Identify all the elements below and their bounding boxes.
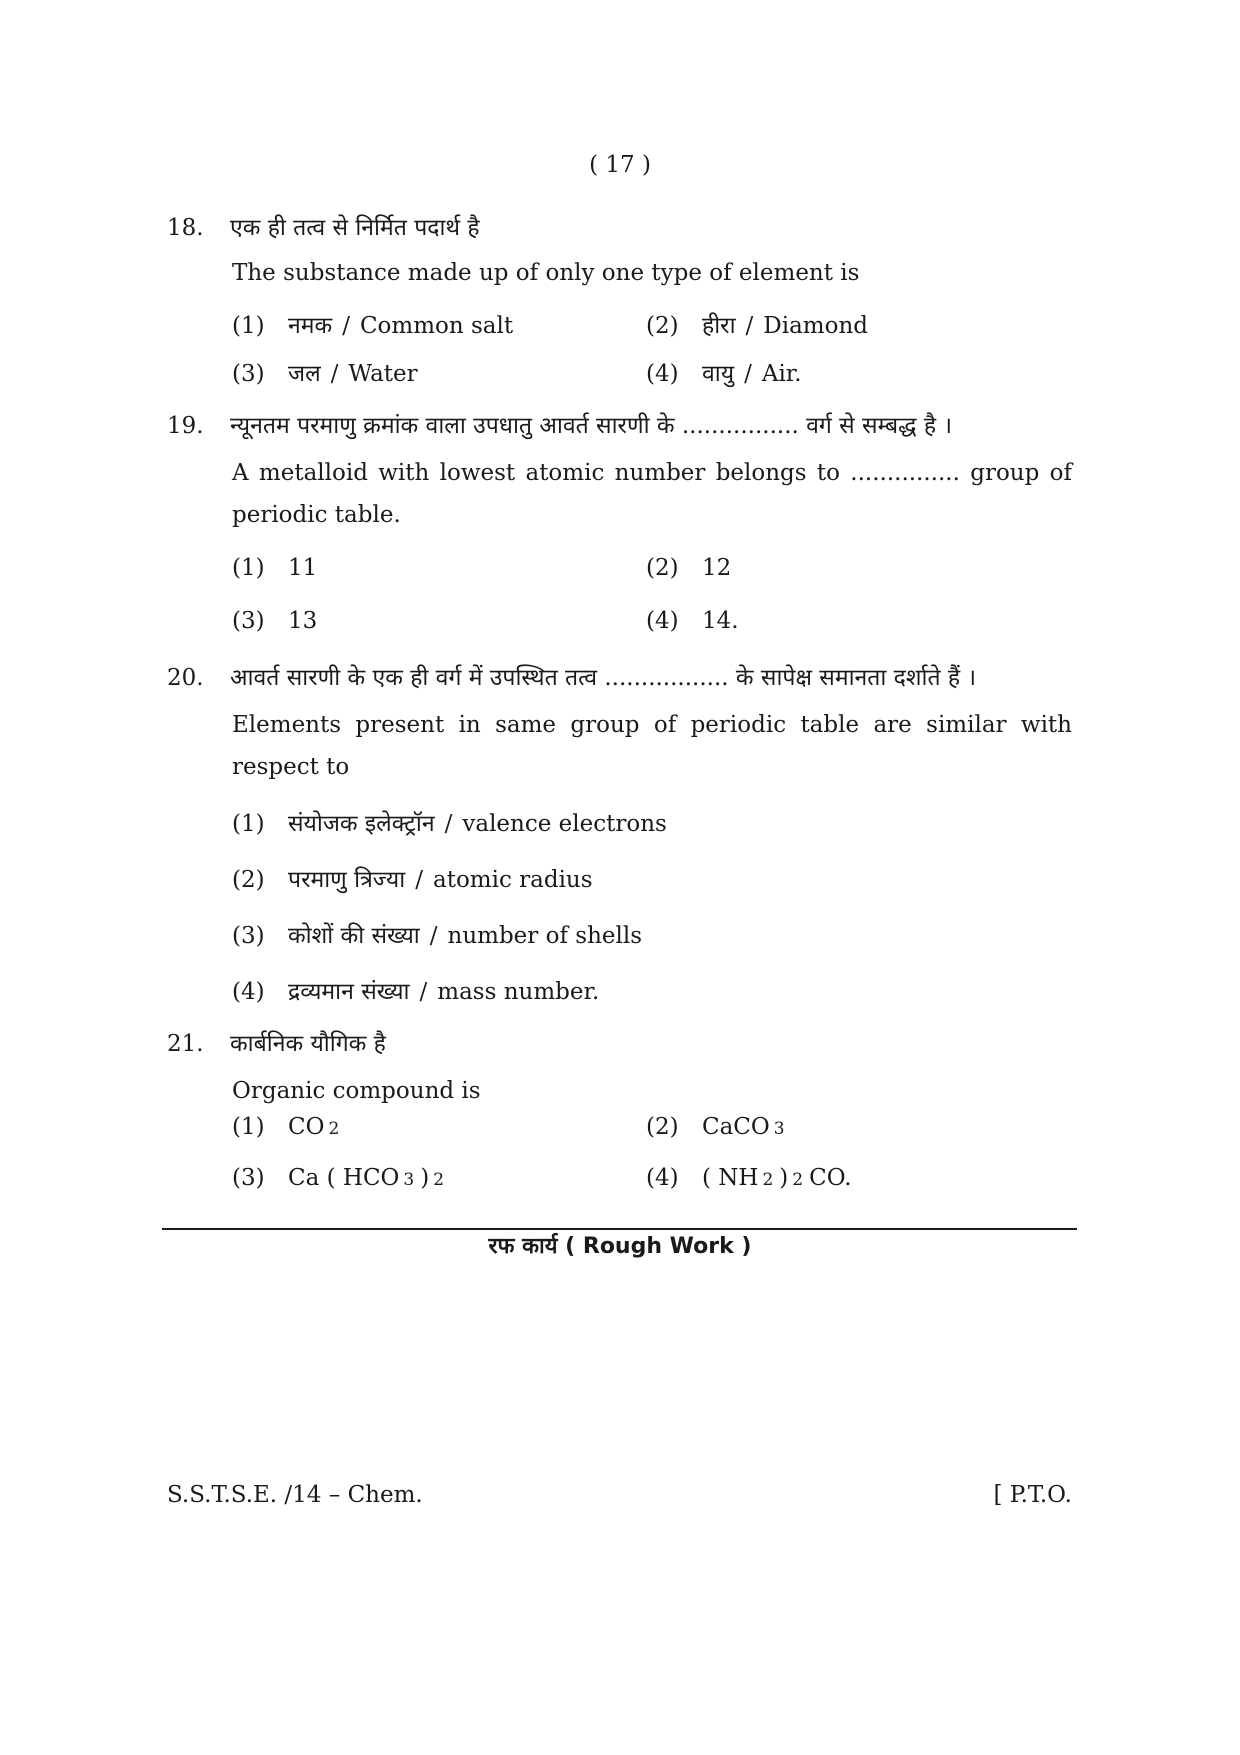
option-number: (3) [232,1165,265,1191]
footer-pto: [ P.T.O. [993,1482,1072,1508]
option-text: 12 [702,555,732,581]
option-hindi: जल [288,361,321,387]
formula-subscript: 2 [433,1170,445,1190]
question-number: 19. [167,413,204,439]
option-separator: / [415,867,423,893]
option-english: mass number. [437,979,600,1005]
question-18-hindi [167,210,480,242]
option-number: (2) [646,555,679,581]
formula-subscript: 3 [773,1119,785,1139]
formula-subscript: 3 [403,1170,415,1190]
option-separator: / [342,313,350,339]
footer-paper-code: S.S.T.S.E. /14 – Chem. [167,1482,423,1508]
option-item [232,555,317,581]
question-number: 20. [167,665,204,691]
option-item [232,974,599,1006]
option-separator: / [330,361,339,387]
formula-part: ( NH [702,1165,759,1191]
question-21-english: Organic compound is [232,1078,481,1104]
option-number: (2) [646,313,679,339]
option-hindi: परमाणु त्रिज्या [288,867,406,893]
option-english: Air. [761,361,802,387]
option-number: (3) [232,608,265,634]
option-item [232,806,667,838]
option-item [232,608,317,634]
question-19-hindi [167,408,952,440]
option-number: (1) [232,313,265,339]
formula-part: CO. [809,1165,852,1191]
option-hindi: नमक [288,313,333,339]
option-hindi: हीरा [702,313,736,339]
option-number: (1) [232,811,265,837]
question-hindi-text: कार्बनिक यौगिक है [230,1031,386,1057]
option-english: number of shells [447,923,643,949]
option-item [232,1165,444,1191]
question-number: 18. [167,215,204,241]
option-item [646,308,868,340]
question-number: 21. [167,1031,204,1057]
option-separator: / [419,979,428,1005]
option-hindi: वायु [702,361,735,387]
option-item [646,608,739,634]
option-number: (2) [232,867,265,893]
formula-part: CaCO [702,1114,770,1140]
page-number: ( 17 ) [589,152,651,178]
option-item [232,862,593,894]
option-hindi: संयोजक इलेक्ट्रॉन [288,811,435,837]
formula-part: CO [288,1114,325,1140]
rough-work-heading: रफ कार्य ( Rough Work ) [488,1234,752,1259]
option-text: 13 [288,608,318,634]
option-english: Diamond [763,313,868,339]
option-item [646,356,802,388]
option-english: atomic radius [432,867,593,893]
option-english: Water [348,361,418,387]
option-hindi: कोशों की संख्या [288,923,420,949]
option-text: 14. [702,608,739,634]
option-separator: / [429,923,438,949]
question-21-hindi [167,1026,386,1058]
option-english: valence electrons [462,811,667,837]
question-20-hindi [167,660,976,692]
option-number: (1) [232,1114,265,1140]
formula-part: Ca ( HCO [288,1165,400,1191]
question-hindi-text: न्यूनतम परमाणु क्रमांक वाला उपधातु आवर्त सारणी के ................ वर्ग से सम्बद्ध है । [230,413,953,439]
option-hindi: द्रव्यमान संख्या [288,979,410,1005]
option-number: (4) [232,979,265,1005]
option-item [232,918,642,950]
question-hindi-text: एक ही तत्व से निर्मित पदार्थ है [230,215,480,241]
option-number: (3) [232,923,265,949]
option-item [646,555,731,581]
option-item [232,356,418,388]
option-number: (2) [646,1114,679,1140]
option-number: (4) [646,608,679,634]
question-19-english: A metalloid with lowest atomic number belongs to ............... group of periodic table. [232,460,1072,528]
option-number: (1) [232,555,265,581]
option-number: (4) [646,1165,679,1191]
option-number: (3) [232,361,265,387]
option-english: Common salt [359,313,514,339]
option-separator: / [444,811,453,837]
question-18-english: The substance made up of only one type of element is [232,260,860,286]
formula-part: ) [779,1165,789,1191]
option-item [232,1114,339,1140]
formula-part: ) [420,1165,430,1191]
option-item [646,1114,785,1140]
question-20-english: Elements present in same group of periodic table are similar with respect to [232,712,1072,780]
question-hindi-text: आवर्त सारणी के एक ही वर्ग में उपस्थित तत्व ................. के सापेक्ष समानता दर्शाते हैं । [230,665,977,691]
option-separator: / [744,361,752,387]
option-item [646,1165,852,1191]
option-separator: / [745,313,754,339]
option-number: (4) [646,361,679,387]
option-text: 11 [288,555,318,581]
option-item [232,308,513,340]
formula-subscript: 2 [792,1170,804,1190]
formula-subscript: 2 [762,1170,774,1190]
formula-subscript: 2 [328,1119,340,1139]
